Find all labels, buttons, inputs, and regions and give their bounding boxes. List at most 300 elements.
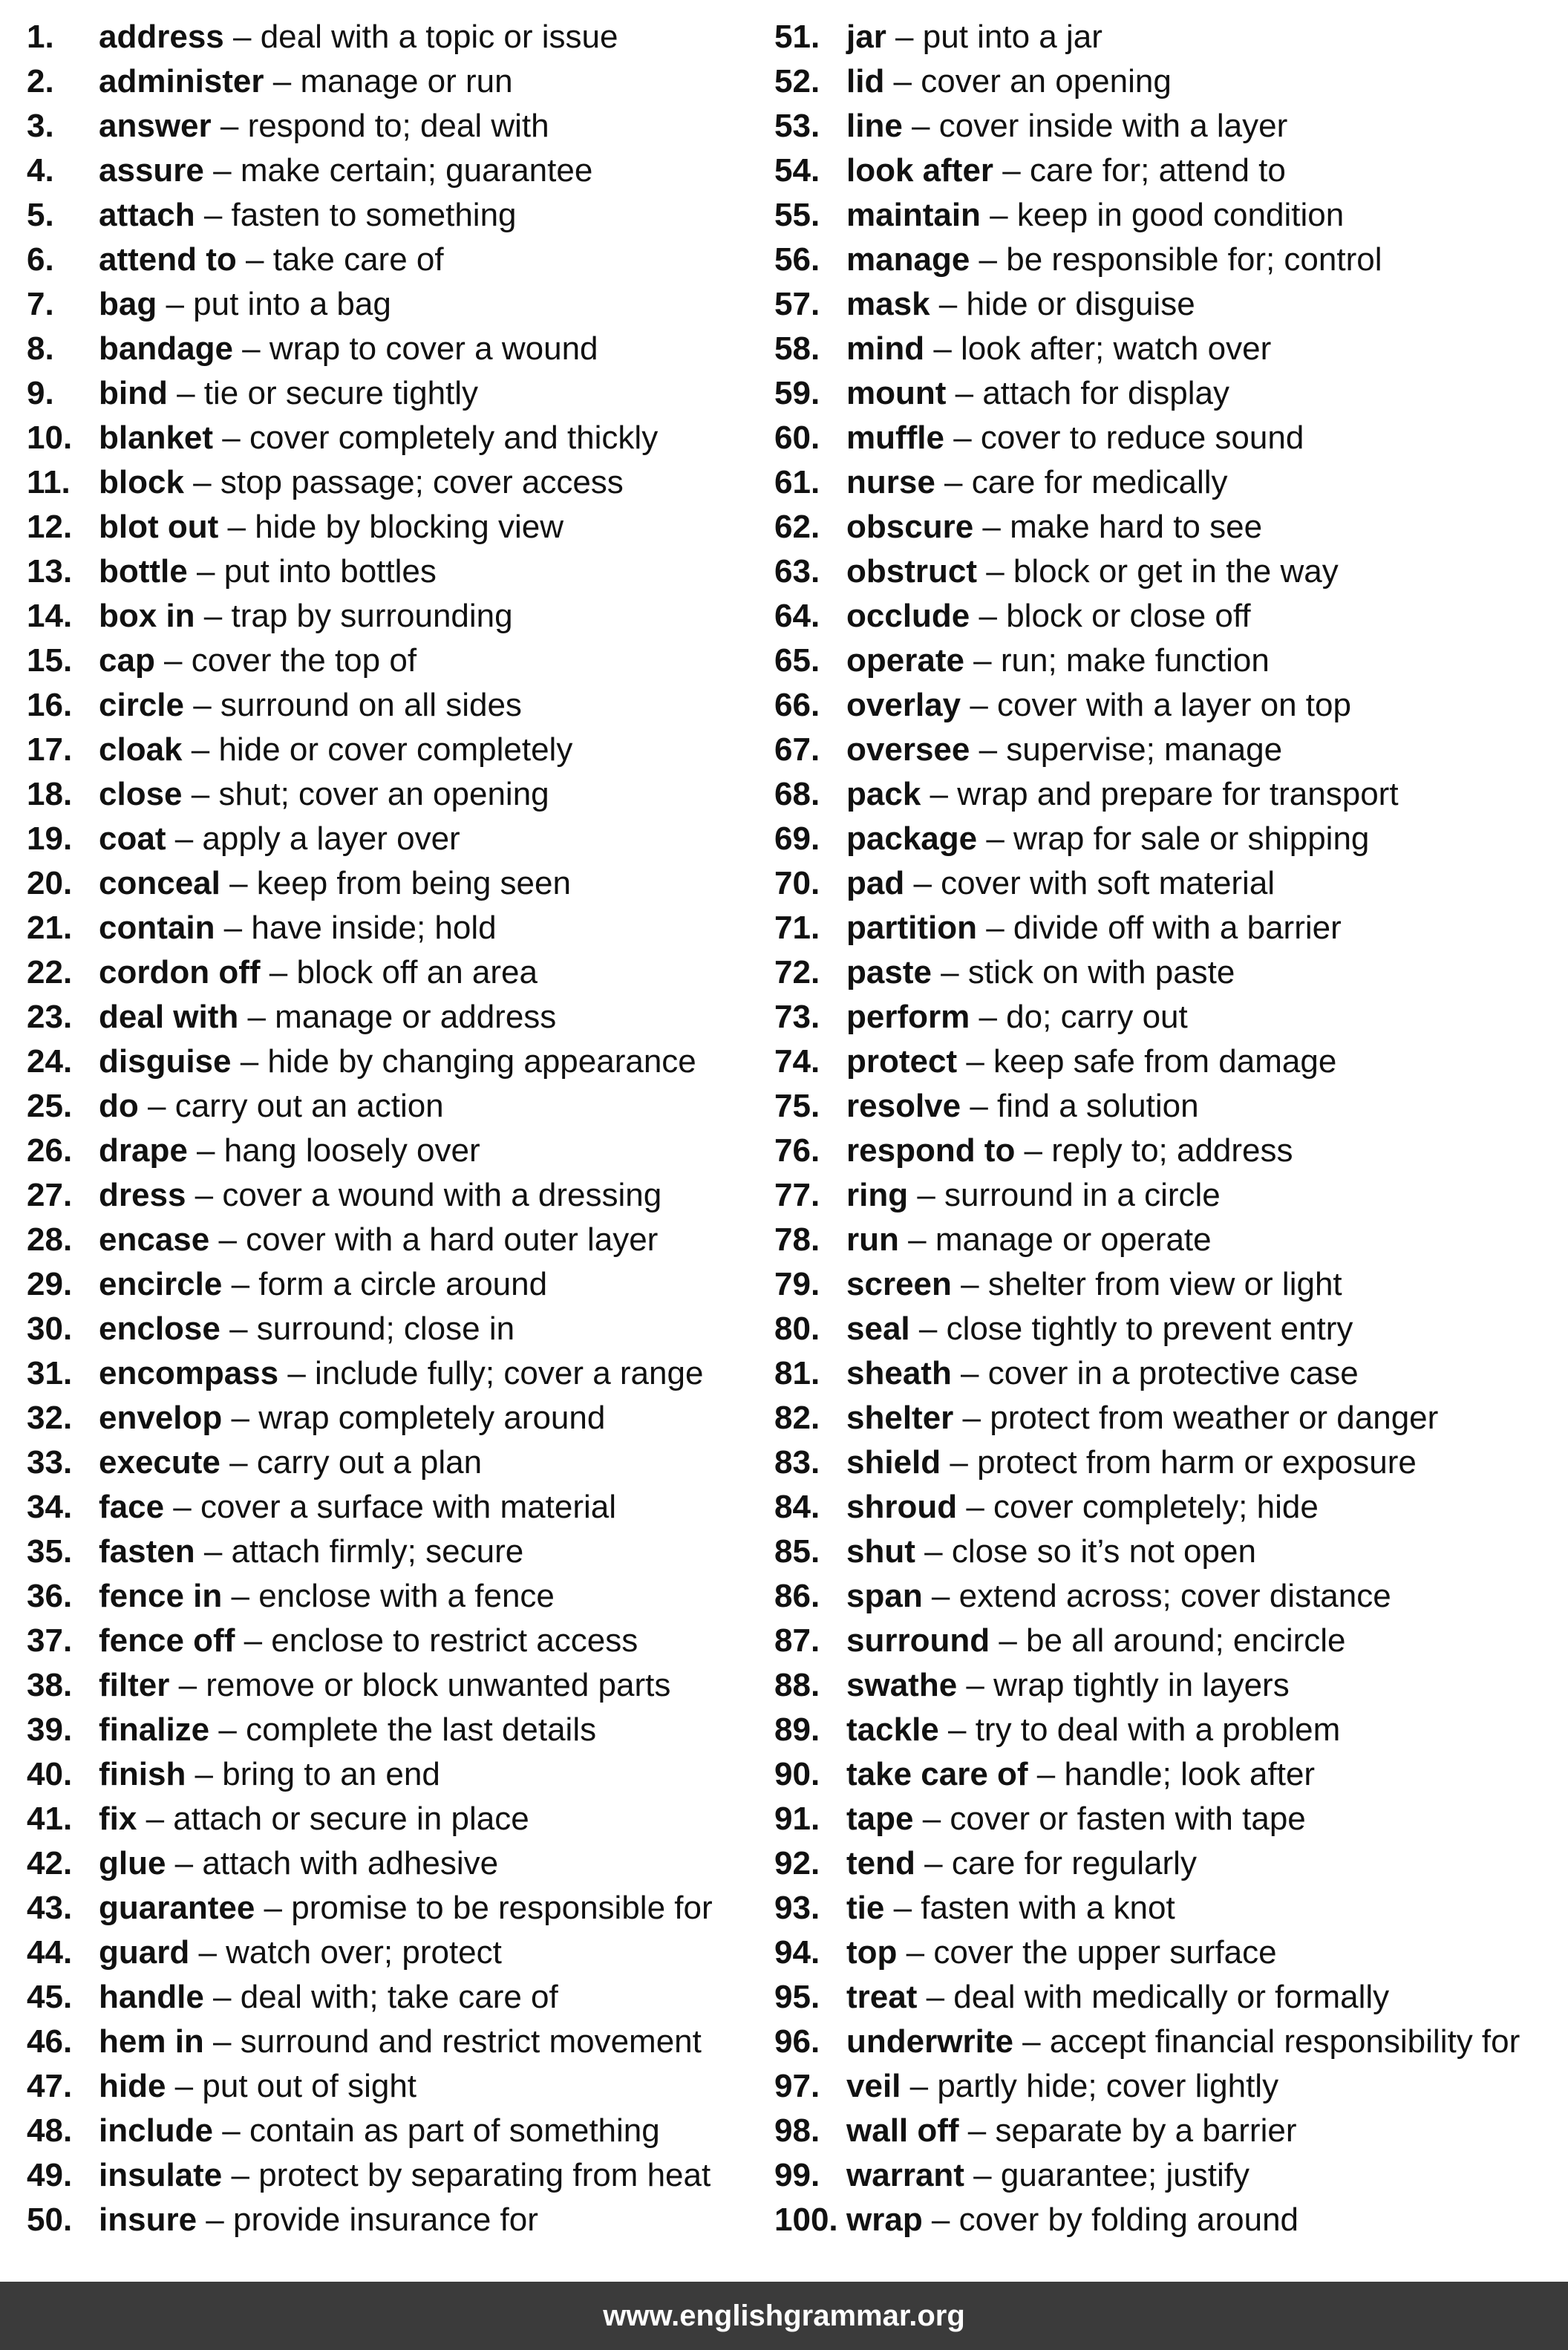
item-definition: respond to; deal with bbox=[247, 108, 549, 144]
item-text bbox=[846, 1530, 1256, 1574]
item-number: 20. bbox=[27, 865, 73, 901]
item-definition: put out of sight bbox=[202, 2068, 417, 2104]
item-definition: block or close off bbox=[1006, 598, 1251, 634]
item-text bbox=[846, 2109, 1296, 2153]
item-term: mind bbox=[846, 330, 925, 367]
item-text bbox=[99, 1039, 696, 1084]
list-item bbox=[27, 2020, 769, 2064]
item-term: finish bbox=[99, 1756, 186, 1792]
list-item bbox=[774, 1485, 1561, 1530]
item-definition: shelter from view or light bbox=[987, 1266, 1342, 1302]
item-term: package bbox=[846, 820, 978, 857]
list-item bbox=[27, 1708, 769, 1752]
item-separator: – bbox=[915, 1845, 952, 1881]
item-term: underwrite bbox=[846, 2023, 1013, 2060]
item-term: deal with bbox=[99, 999, 239, 1035]
item-number: 44. bbox=[27, 1934, 73, 1971]
list-item bbox=[774, 1619, 1561, 1663]
item-separator: – bbox=[1028, 1756, 1065, 1792]
item-separator: – bbox=[921, 776, 958, 812]
item-term: top bbox=[846, 1934, 898, 1971]
item-separator: – bbox=[917, 1979, 954, 2015]
item-number: 98. bbox=[774, 2112, 820, 2149]
item-term: envelop bbox=[99, 1400, 223, 1436]
item-separator: – bbox=[944, 420, 981, 456]
list-item bbox=[27, 2153, 769, 2198]
item-separator: – bbox=[209, 1711, 246, 1748]
list-item bbox=[774, 1039, 1561, 1084]
item-term: cordon off bbox=[99, 954, 261, 990]
item-term: fence off bbox=[99, 1622, 235, 1659]
item-separator: – bbox=[884, 63, 921, 99]
item-definition: cover the top of bbox=[191, 642, 417, 679]
item-separator: – bbox=[203, 1979, 241, 2015]
item-number: 2. bbox=[27, 63, 54, 99]
item-definition: close tightly to prevent entry bbox=[946, 1311, 1353, 1347]
item-separator: – bbox=[167, 375, 204, 411]
item-number: 6. bbox=[27, 241, 54, 278]
item-number: 45. bbox=[27, 1979, 73, 2015]
item-term: do bbox=[99, 1088, 139, 1124]
list-item bbox=[774, 1841, 1561, 1886]
list-item bbox=[27, 2109, 769, 2153]
item-text bbox=[99, 1886, 713, 1930]
item-number: 71. bbox=[774, 910, 820, 946]
list-item bbox=[27, 2064, 769, 2109]
list-item bbox=[27, 594, 769, 639]
item-text bbox=[846, 2198, 1298, 2242]
item-text bbox=[99, 1218, 658, 1262]
item-number: 47. bbox=[27, 2068, 73, 2104]
list-item bbox=[774, 1530, 1561, 1574]
list-item bbox=[774, 817, 1561, 861]
item-term: guard bbox=[99, 1934, 190, 1971]
item-separator: – bbox=[901, 2068, 938, 2104]
item-term: circle bbox=[99, 687, 184, 723]
item-definition: wrap tightly in layers bbox=[993, 1667, 1290, 1703]
item-term: fix bbox=[99, 1801, 137, 1837]
item-definition: deal with; take care of bbox=[240, 1979, 558, 2015]
item-text bbox=[846, 1262, 1342, 1307]
list-item bbox=[27, 1886, 769, 1930]
list-item bbox=[27, 950, 769, 995]
item-number: 49. bbox=[27, 2157, 73, 2193]
list-item bbox=[27, 1084, 769, 1129]
item-number: 84. bbox=[774, 1489, 820, 1525]
item-text bbox=[99, 1574, 555, 1619]
list-item bbox=[774, 1218, 1561, 1262]
item-definition: cover or fasten with tape bbox=[950, 1801, 1306, 1837]
list-item bbox=[27, 460, 769, 505]
item-text bbox=[846, 1440, 1417, 1485]
list-item bbox=[774, 1173, 1561, 1218]
item-term: blanket bbox=[99, 420, 214, 456]
item-term: treat bbox=[846, 1979, 918, 2015]
item-separator: – bbox=[220, 1311, 257, 1347]
item-number: 33. bbox=[27, 1444, 73, 1481]
item-text bbox=[99, 1530, 523, 1574]
item-term: veil bbox=[846, 2068, 901, 2104]
list-item bbox=[27, 639, 769, 683]
item-number: 65. bbox=[774, 642, 820, 679]
item-text bbox=[846, 238, 1382, 282]
item-text bbox=[846, 1841, 1197, 1886]
item-definition: hide by blocking view bbox=[255, 509, 564, 545]
item-number: 50. bbox=[27, 2202, 73, 2238]
item-number: 21. bbox=[27, 910, 73, 946]
item-separator: – bbox=[951, 1266, 988, 1302]
list-item bbox=[774, 950, 1561, 995]
item-definition: wrap for sale or shipping bbox=[1013, 820, 1370, 857]
item-text bbox=[99, 1485, 616, 1530]
item-term: insure bbox=[99, 2202, 197, 2238]
item-term: encompass bbox=[99, 1355, 279, 1391]
item-definition: protect from weather or danger bbox=[990, 1400, 1439, 1436]
item-number: 43. bbox=[27, 1890, 73, 1926]
item-number: 96. bbox=[774, 2023, 820, 2060]
item-definition: cover a surface with material bbox=[200, 1489, 616, 1525]
item-definition: cover completely; hide bbox=[993, 1489, 1319, 1525]
item-definition: care for regularly bbox=[951, 1845, 1197, 1881]
item-separator: – bbox=[924, 330, 961, 367]
item-number: 69. bbox=[774, 820, 820, 857]
item-separator: – bbox=[213, 420, 249, 456]
item-separator: – bbox=[166, 820, 203, 857]
item-number: 87. bbox=[774, 1622, 820, 1659]
item-number: 64. bbox=[774, 598, 820, 634]
item-text bbox=[846, 1663, 1290, 1708]
item-text bbox=[846, 1708, 1340, 1752]
item-number: 59. bbox=[774, 375, 820, 411]
item-number: 52. bbox=[774, 63, 820, 99]
item-text bbox=[846, 1173, 1221, 1218]
item-number: 48. bbox=[27, 2112, 73, 2149]
item-text bbox=[99, 594, 513, 639]
item-number: 75. bbox=[774, 1088, 820, 1124]
item-separator: – bbox=[213, 2112, 249, 2149]
list-item bbox=[27, 1619, 769, 1663]
item-separator: – bbox=[951, 1355, 988, 1391]
item-term: maintain bbox=[846, 197, 981, 233]
list-item bbox=[774, 460, 1561, 505]
item-definition: protect from harm or exposure bbox=[977, 1444, 1417, 1481]
item-term: tend bbox=[846, 1845, 915, 1881]
item-definition: care for; attend to bbox=[1029, 152, 1286, 189]
item-number: 86. bbox=[774, 1578, 820, 1614]
item-text bbox=[99, 1619, 638, 1663]
item-separator: – bbox=[884, 1890, 921, 1926]
item-number: 99. bbox=[774, 2157, 820, 2193]
item-text bbox=[846, 15, 1102, 59]
item-number: 91. bbox=[774, 1801, 820, 1837]
item-separator: – bbox=[220, 1444, 257, 1481]
item-definition: close so it’s not open bbox=[951, 1533, 1256, 1570]
item-term: dress bbox=[99, 1177, 186, 1213]
item-text bbox=[846, 549, 1339, 594]
item-separator: – bbox=[260, 954, 297, 990]
item-term: obscure bbox=[846, 509, 974, 545]
item-separator: – bbox=[238, 999, 275, 1035]
item-term: run bbox=[846, 1221, 899, 1258]
item-definition: accept financial responsibility for bbox=[1049, 2023, 1520, 2060]
item-term: take care of bbox=[846, 1756, 1028, 1792]
item-text bbox=[99, 1262, 547, 1307]
item-term: respond to bbox=[846, 1132, 1016, 1169]
list-item bbox=[27, 1173, 769, 1218]
list-item bbox=[774, 148, 1561, 193]
item-number: 54. bbox=[774, 152, 820, 189]
item-term: coat bbox=[99, 820, 166, 857]
item-separator: – bbox=[164, 1489, 200, 1525]
item-number: 78. bbox=[774, 1221, 820, 1258]
list-item bbox=[774, 1129, 1561, 1173]
item-text bbox=[99, 282, 391, 327]
item-term: span bbox=[846, 1578, 923, 1614]
item-number: 7. bbox=[27, 286, 54, 322]
item-term: shield bbox=[846, 1444, 941, 1481]
item-definition: put into a bag bbox=[193, 286, 391, 322]
item-separator: – bbox=[902, 108, 939, 144]
item-number: 80. bbox=[774, 1311, 820, 1347]
item-text bbox=[846, 193, 1344, 238]
item-definition: watch over; protect bbox=[226, 1934, 502, 1971]
item-number: 1. bbox=[27, 19, 54, 55]
item-separator: – bbox=[137, 1801, 174, 1837]
item-term: contain bbox=[99, 910, 215, 946]
item-text bbox=[846, 1930, 1277, 1975]
item-text bbox=[99, 416, 658, 460]
list-item bbox=[27, 505, 769, 549]
item-separator: – bbox=[941, 1444, 978, 1481]
list-item bbox=[27, 1663, 769, 1708]
item-text bbox=[846, 1084, 1199, 1129]
item-number: 90. bbox=[774, 1756, 820, 1792]
item-number: 76. bbox=[774, 1132, 820, 1169]
item-definition: hide or cover completely bbox=[218, 731, 573, 768]
list-item bbox=[774, 1440, 1561, 1485]
item-text bbox=[846, 148, 1286, 193]
right-column bbox=[774, 15, 1561, 2242]
item-definition: take care of bbox=[272, 241, 444, 278]
item-text bbox=[846, 59, 1172, 104]
item-definition: make certain; guarantee bbox=[240, 152, 593, 189]
item-text bbox=[846, 817, 1369, 861]
item-separator: – bbox=[187, 553, 224, 590]
item-separator: – bbox=[235, 1622, 272, 1659]
item-separator: – bbox=[154, 642, 192, 679]
item-separator: – bbox=[973, 509, 1010, 545]
item-definition: carry out a plan bbox=[256, 1444, 483, 1481]
item-text bbox=[846, 1619, 1346, 1663]
item-separator: – bbox=[187, 1132, 224, 1169]
item-term: attach bbox=[99, 197, 195, 233]
item-number: 17. bbox=[27, 731, 73, 768]
item-separator: – bbox=[961, 1088, 998, 1124]
list-item bbox=[27, 1262, 769, 1307]
item-text bbox=[99, 1841, 498, 1886]
item-term: fasten bbox=[99, 1533, 195, 1570]
item-number: 68. bbox=[774, 776, 820, 812]
list-item bbox=[27, 282, 769, 327]
item-definition: stick on with paste bbox=[967, 954, 1235, 990]
list-item bbox=[774, 505, 1561, 549]
item-separator: – bbox=[183, 687, 220, 723]
list-item bbox=[27, 1485, 769, 1530]
item-separator: – bbox=[222, 1266, 259, 1302]
item-text bbox=[99, 2153, 710, 2198]
item-number: 3. bbox=[27, 108, 54, 144]
item-definition: divide off with a barrier bbox=[1013, 910, 1342, 946]
item-term: nurse bbox=[846, 464, 935, 500]
item-definition: cover with a hard outer layer bbox=[246, 1221, 659, 1258]
item-separator: – bbox=[980, 197, 1017, 233]
item-term: resolve bbox=[846, 1088, 961, 1124]
item-separator: – bbox=[203, 2023, 241, 2060]
item-term: surround bbox=[846, 1622, 990, 1659]
item-definition: surround in a circle bbox=[944, 1177, 1221, 1213]
item-definition: cover an opening bbox=[921, 63, 1172, 99]
item-separator: – bbox=[904, 865, 941, 901]
item-definition: keep from being seen bbox=[256, 865, 571, 901]
item-term: pad bbox=[846, 865, 905, 901]
item-text bbox=[99, 1797, 529, 1841]
item-term: filter bbox=[99, 1667, 170, 1703]
item-term: include bbox=[99, 2112, 214, 2149]
item-number: 35. bbox=[27, 1533, 73, 1570]
item-text bbox=[99, 1173, 662, 1218]
item-term: bag bbox=[99, 286, 157, 322]
item-term: drape bbox=[99, 1132, 188, 1169]
item-separator: – bbox=[931, 954, 968, 990]
list-item bbox=[27, 772, 769, 817]
list-item bbox=[774, 282, 1561, 327]
item-separator: – bbox=[930, 286, 967, 322]
item-definition: keep in good condition bbox=[1016, 197, 1345, 233]
item-term: handle bbox=[99, 1979, 204, 2015]
list-item bbox=[27, 1930, 769, 1975]
item-text bbox=[846, 104, 1287, 148]
item-number: 79. bbox=[774, 1266, 820, 1302]
item-definition: surround on all sides bbox=[220, 687, 522, 723]
list-item bbox=[27, 1129, 769, 1173]
item-definition: cover with soft material bbox=[941, 865, 1275, 901]
item-text bbox=[846, 1396, 1438, 1440]
item-number: 82. bbox=[774, 1400, 820, 1436]
item-number: 100. bbox=[774, 2202, 838, 2238]
item-number: 11. bbox=[27, 464, 71, 500]
item-text bbox=[99, 460, 624, 505]
item-term: bind bbox=[99, 375, 168, 411]
item-definition: deal with medically or formally bbox=[953, 1979, 1390, 2015]
item-separator: – bbox=[278, 1355, 316, 1391]
item-text bbox=[99, 2064, 416, 2109]
list-item bbox=[774, 1396, 1561, 1440]
item-term: bandage bbox=[99, 330, 233, 367]
item-text bbox=[99, 1351, 703, 1396]
list-item bbox=[27, 416, 769, 460]
list-item bbox=[774, 995, 1561, 1039]
item-definition: tie or secure tightly bbox=[203, 375, 479, 411]
list-item bbox=[774, 1752, 1561, 1797]
item-number: 93. bbox=[774, 1890, 820, 1926]
item-definition: block or get in the way bbox=[1013, 553, 1339, 590]
item-text bbox=[846, 371, 1229, 416]
item-text bbox=[846, 639, 1270, 683]
list-item bbox=[774, 1663, 1561, 1708]
item-separator: – bbox=[946, 375, 983, 411]
item-definition: handle; look after bbox=[1064, 1756, 1316, 1792]
list-item bbox=[774, 861, 1561, 906]
list-item bbox=[27, 906, 769, 950]
item-separator: – bbox=[182, 776, 219, 812]
item-separator: – bbox=[957, 1043, 994, 1080]
item-number: 57. bbox=[774, 286, 820, 322]
item-definition: cover in a protective case bbox=[987, 1355, 1359, 1391]
item-term: cap bbox=[99, 642, 155, 679]
item-text bbox=[99, 861, 571, 906]
item-definition: try to deal with a problem bbox=[975, 1711, 1341, 1748]
item-separator: – bbox=[157, 286, 194, 322]
item-definition: put into bottles bbox=[223, 553, 437, 590]
item-separator: – bbox=[166, 2068, 203, 2104]
item-definition: block off an area bbox=[296, 954, 538, 990]
item-definition: attach firmly; secure bbox=[231, 1533, 524, 1570]
item-number: 12. bbox=[27, 509, 73, 545]
item-definition: trap by surrounding bbox=[231, 598, 513, 634]
item-separator: – bbox=[897, 1934, 934, 1971]
list-item bbox=[774, 1886, 1561, 1930]
item-separator: – bbox=[195, 1533, 232, 1570]
footer-bar bbox=[0, 2282, 1568, 2350]
item-term: face bbox=[99, 1489, 165, 1525]
item-term: tape bbox=[846, 1801, 914, 1837]
item-term: encase bbox=[99, 1221, 210, 1258]
item-text bbox=[846, 1797, 1306, 1841]
item-text bbox=[846, 327, 1271, 371]
item-term: ring bbox=[846, 1177, 909, 1213]
item-text bbox=[846, 1218, 1212, 1262]
list-item bbox=[27, 1218, 769, 1262]
list-item bbox=[774, 371, 1561, 416]
item-definition: do; carry out bbox=[1006, 999, 1188, 1035]
item-definition: carry out an action bbox=[174, 1088, 444, 1124]
item-separator: – bbox=[977, 553, 1013, 590]
item-definition: contain as part of something bbox=[249, 2112, 660, 2149]
item-text bbox=[846, 995, 1188, 1039]
item-separator: – bbox=[195, 598, 232, 634]
item-number: 36. bbox=[27, 1578, 73, 1614]
footer-url[interactable]: www.englishgrammar.org bbox=[603, 2299, 965, 2332]
item-number: 40. bbox=[27, 1756, 73, 1792]
item-number: 24. bbox=[27, 1043, 73, 1080]
list-item bbox=[27, 1574, 769, 1619]
item-number: 58. bbox=[774, 330, 820, 367]
list-item bbox=[27, 1841, 769, 1886]
item-number: 14. bbox=[27, 598, 73, 634]
item-definition: be all around; encircle bbox=[1026, 1622, 1346, 1659]
item-number: 60. bbox=[774, 420, 820, 456]
item-number: 25. bbox=[27, 1088, 73, 1124]
item-number: 46. bbox=[27, 2023, 73, 2060]
list-item bbox=[27, 1039, 769, 1084]
item-term: guarantee bbox=[99, 1890, 255, 1926]
item-number: 23. bbox=[27, 999, 73, 1035]
item-term: fence in bbox=[99, 1578, 223, 1614]
item-term: lid bbox=[846, 63, 885, 99]
item-text bbox=[99, 1396, 605, 1440]
item-number: 53. bbox=[774, 108, 820, 144]
item-number: 31. bbox=[27, 1355, 73, 1391]
